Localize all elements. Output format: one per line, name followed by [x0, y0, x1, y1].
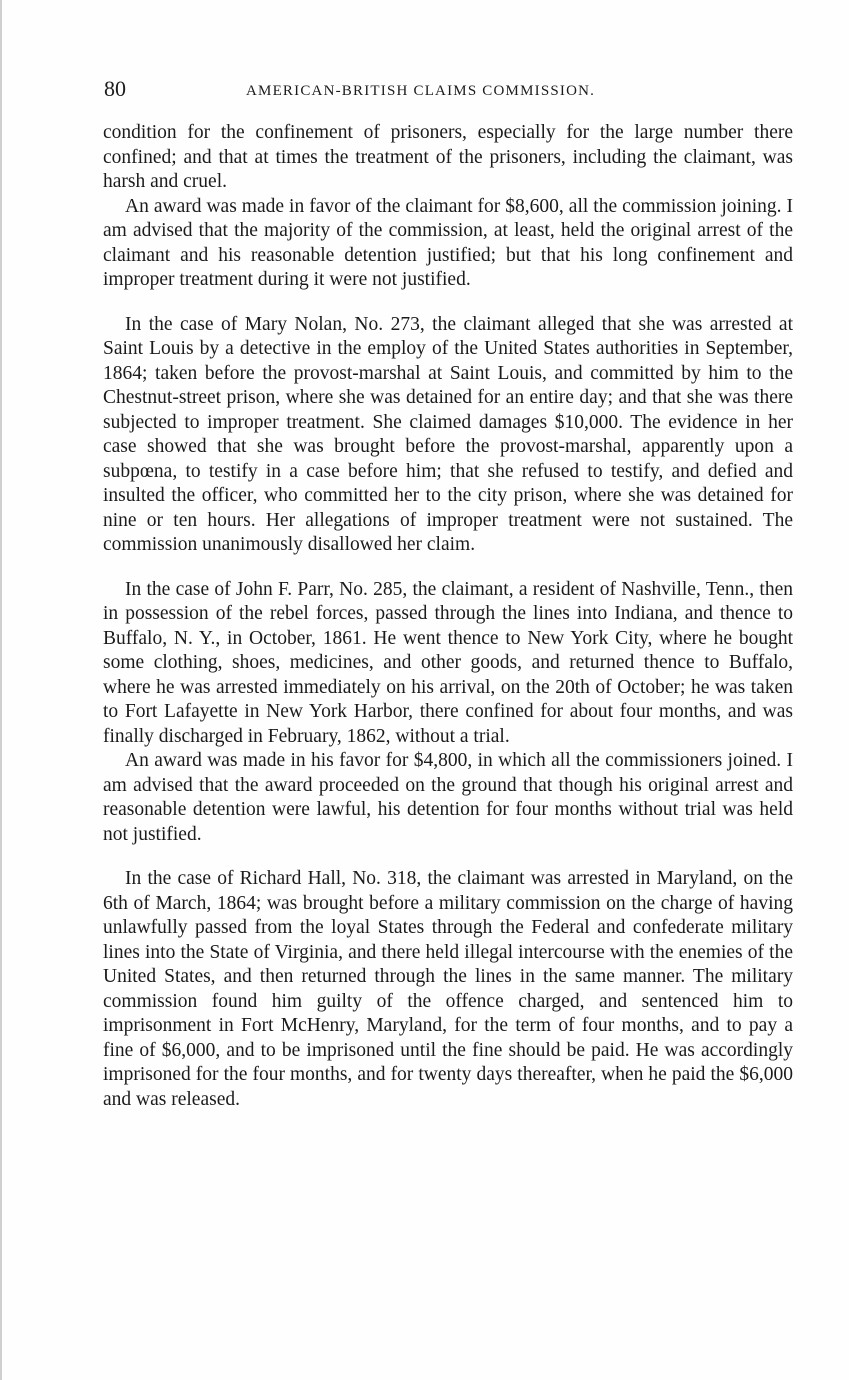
page-number: 80 — [104, 76, 126, 101]
paragraph-john-parr: In the case of John F. Parr, No. 285, the claimant, a resident of Nashville, Tenn., then in possession of the rebel forces, passed through the lines into Indiana, and thence to Buffalo, N. Y., in October, 1861. He went thence to New York City, where he bought some clothing, shoes, medicines, and other goods, and returned thence to Buffalo, where he was arrested immediately on his arrival, on the 20th of October; he was taken to Fort Lafayette in New York Harbor, there confined for about four months, and was finally discharged in February, 1862, without a trial. — [103, 578, 793, 747]
page-edge — [0, 0, 2, 1380]
page-header — [104, 74, 794, 104]
paragraph-richard-hall: In the case of Richard Hall, No. 318, the claimant was arrested in Maryland, on the 6th of March, 1864; was brought before a military commission on the charge of having unlawfully passed from the loyal States through the Federal and confederate military lines into the State of Virginia, and there held illegal intercourse with the enemies of the United States, and then returned through the lines in the same manner. The military commission found him guilty of the offence charged, and sentenced him to imprisonment in Fort McHenry, Maryland, for the term of four months, and to pay a fine of $6,000, and to be imprisoned until the fine should be paid. He was accordingly imprisoned for the four months, and for twenty days thereafter, when he paid the $6,000 and was released. — [103, 868, 793, 1110]
running-title: AMERICAN-BRITISH CLAIMS COMMISSION. — [246, 83, 596, 99]
paragraph-award-first-case: An award was made in favor of the claimant for $8,600, all the commission joining. I am advised that the majority of the commission, at least, held the original arrest of the claimant and his reasonable detention justified; but that his long confinement and improper treatment during it were not justified. — [103, 195, 793, 290]
paragraph-continued: condition for the confinement of prisoners, especially for the large number there confined; and that at times the treatment of the prisoners, including the claimant, was harsh and cruel. — [103, 122, 793, 192]
paragraph-parr-award: An award was made in his favor for $4,800, in which all the commissioners joined. I am advised that the award proceeded on the ground that though his original arrest and reasonable detention were lawful, his detention for four months without trial was held not justified. — [103, 750, 793, 845]
paragraph-mary-nolan: In the case of Mary Nolan, No. 273, the claimant alleged that she was arrested at Saint Louis by a detective in the employ of the United States authorities in September, 1864; taken before the provost-marshal at Saint Louis, and committed by him to the Chestnut-street prison, where she was detained for an entire day; and that she was there subjected to improper treatment. She claimed damages $10,000. The evidence in her case showed that she was brought before the provost-marshal, apparently upon a subpœna, to testify in a case before him; that she refused to testify, and defied and insulted the officer, who committed her to the city prison, where she was detained for nine or ten hours. Her allegations of improper treatment were not sustained. The commission unanimously disallowed her claim. — [103, 313, 793, 555]
body-text — [103, 121, 793, 1112]
